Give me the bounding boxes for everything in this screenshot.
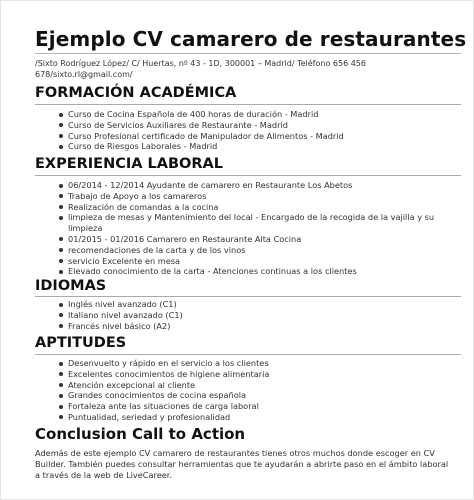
list-item: Puntualidad, seriedad y profesionalidad (59, 412, 459, 423)
list-experiencia (59, 180, 459, 277)
list-item: Curso de Servicios Auxiliares de Restaurante - Madrid (59, 120, 459, 131)
list-item: Curso de Riesgos Laborales - Madrid (59, 141, 459, 152)
list-item: Trabajo de Apoyo a los camareros (59, 191, 459, 202)
contact-info: /Sixto Rodríguez López/ C/ Huertas, nº 43 - 1D, 300001 – Madrid/ Teléfono 656 456 678/sixto.rl@gmail.com/ (35, 59, 366, 79)
list-idiomas (59, 299, 459, 331)
section-title-idiomas: IDIOMAS (35, 278, 107, 294)
list-item: Curso Profesional certificado de Manipulador de Alimentos - Madrid (59, 131, 459, 142)
list-item: Excelentes conocimientos de higiene alimentaria (59, 369, 459, 380)
section-title-experiencia: EXPERIENCIA LABORAL (35, 156, 223, 172)
list-item: Grandes conocimientos de cocina española (59, 390, 459, 401)
list-item: Fortaleza ante las situaciones de carga laboral (59, 401, 459, 412)
list-item: limpieza de mesas y Mantenimiento del local - Encargado de la recogida de la vajilla y su limpieza (59, 212, 459, 234)
list-item: 01/2015 - 01/2016 Camarero en Restaurante Alta Cocina (59, 234, 459, 245)
list-item: Curso de Cocina Española de 400 horas de duración - Madrid (59, 109, 459, 120)
list-item: Francés nivel básico (A2) (59, 321, 459, 332)
title-divider (35, 53, 461, 54)
section-divider-aptitudes (35, 354, 461, 355)
list-item: Italiano nivel avanzado (C1) (59, 310, 459, 321)
list-item: servicio Excelente en mesa (59, 256, 459, 267)
section-title-aptitudes: APTITUDES (35, 335, 127, 351)
list-item: recomendaciones de la carta y de los vinos (59, 245, 459, 256)
list-item: Elevado conocimiento de la carta - Atenciones continuas a los clientes (59, 266, 459, 277)
section-title-conclusion: Conclusion Call to Action (35, 425, 246, 443)
list-item: 06/2014 - 12/2014 Ayudante de camarero en Restaurante Los Abetos (59, 180, 459, 191)
list-item: Atención excepcional al cliente (59, 380, 459, 391)
section-divider-formacion (35, 104, 461, 105)
section-divider-experiencia (35, 175, 461, 176)
list-aptitudes (59, 358, 459, 423)
section-title-formacion: FORMACIÓN ACADÉMICA (35, 85, 237, 101)
cv-title: Ejemplo CV camarero de restaurantes (35, 27, 467, 51)
list-item: Desenvuelto y rápido en el servicio a los clientes (59, 358, 459, 369)
conclusion-text: Además de este ejemplo CV camarero de restaurantes tienes otros muchos donde escoger en CV Builder. También puedes consultar herramientas que te ayudarán a abrirte paso en el ámbito laboral a través de la web de LiveCareer. (35, 448, 449, 480)
list-item: Inglés nivel avanzado (C1) (59, 299, 459, 310)
list-item: Realización de comandas a la cocina (59, 202, 459, 213)
section-divider-idiomas (35, 296, 461, 297)
list-formacion (59, 109, 459, 152)
